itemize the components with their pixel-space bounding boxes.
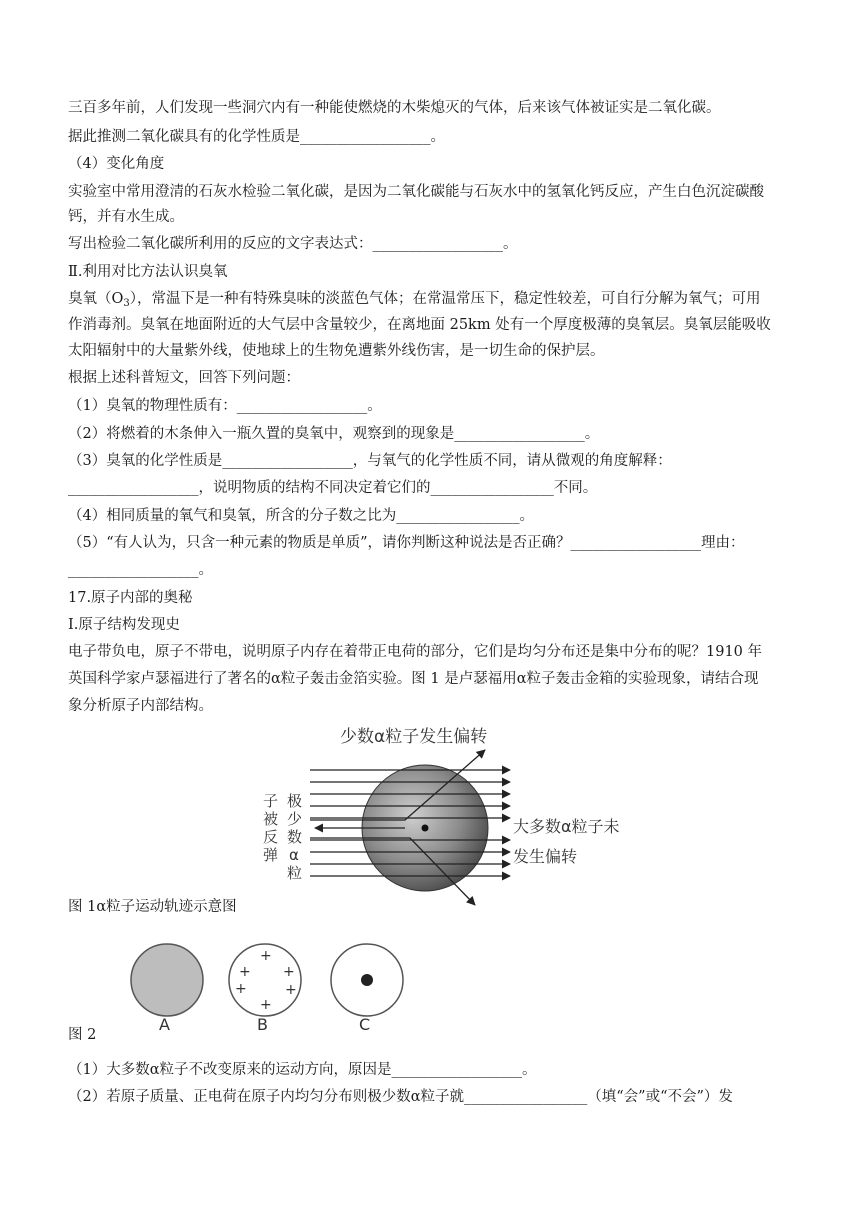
svg-text:极: 极 xyxy=(287,792,303,810)
figure-label-top: 少数α粒子发生偏转 xyxy=(340,727,488,747)
svg-text:反: 反 xyxy=(263,828,279,846)
figure-caption: 图 2 xyxy=(68,1027,97,1043)
section-heading: Ⅱ.利用对比方法认识臭氧 xyxy=(68,264,228,280)
atom-models-figure xyxy=(125,938,425,1038)
svg-text:弹: 弹 xyxy=(263,846,279,864)
svg-text:+: + xyxy=(285,982,297,998)
svg-text:+: + xyxy=(260,948,272,964)
text-line: 英国科学家卢瑟福进行了著名的α粒子轰击金箔实验。图 1 是卢瑟福用α粒子轰击金箱的实验现象，请结合现 xyxy=(68,671,759,687)
text-line: 写出检验二氧化碳所利用的反应的文字表达式：__________________。 xyxy=(68,236,518,252)
question-line: （1）大多数α粒子不改变原来的运动方向，原因是__________________。 xyxy=(68,1062,537,1078)
text-line: 作消毒剂。臭氧在地面附近的大气层中含量较少，在离地面 25km 处有一个厚度极薄的臭氧层。臭氧层能吸收 xyxy=(68,317,771,333)
nucleus xyxy=(422,825,429,832)
figure-label-right: 发生偏转 xyxy=(513,847,578,866)
question-line: （1）臭氧的物理性质有：__________________。 xyxy=(68,398,382,414)
model-b xyxy=(229,944,301,1034)
figure-label-left xyxy=(263,792,302,882)
question-line: （5）“有人认为，只含一种元素的物质是单质”，请你判断这种说法是否正确？__________________理由： xyxy=(68,535,745,551)
question-line: （2）若原子质量、正电荷在原子内均匀分布则极少数α粒子就_________________（填“会”或“不会”）发 xyxy=(68,1089,733,1105)
model-a xyxy=(131,944,203,1034)
model-c xyxy=(331,944,403,1034)
section-heading: I.原子结构发现史 xyxy=(68,617,180,633)
text-line: 象分析原子内部结构。 xyxy=(68,698,213,714)
svg-text:+: + xyxy=(239,964,251,980)
svg-text:+: + xyxy=(283,964,295,980)
svg-text:粒: 粒 xyxy=(287,864,303,882)
text-line: 钙，并有水生成。 xyxy=(68,209,184,225)
figure-label-right: 大多数α粒子未 xyxy=(513,817,620,836)
svg-text:α: α xyxy=(289,846,299,864)
text-line: 根据上述科普短文，回答下列问题： xyxy=(68,370,300,386)
text-line: 据此推测二氧化碳具有的化学性质是__________________。 xyxy=(68,129,445,145)
text-line: （4）变化角度 xyxy=(68,156,165,172)
section-heading: 17.原子内部的奥秘 xyxy=(68,590,193,606)
text-line: 臭氧$(O_3)$，常温下是一种有特殊臭味的淡蓝色气体；在常温常压下，稳定性较差，可自行分解为氧气；可用 xyxy=(68,291,761,309)
question-line: （4）相同质量的氧气和臭氧，所含的分子数之比为_________________。 xyxy=(68,508,534,524)
svg-text:被: 被 xyxy=(263,810,279,828)
question-line: （2）将燃着的木条伸入一瓶久置的臭氧中，观察到的现象是__________________。 xyxy=(68,426,600,442)
text-line: 电子带负电，原子不带电，说明原子内存在着带正电荷的部分，它们是均匀分布还是集中分布的呢？1910 年 xyxy=(68,644,763,660)
svg-text:数: 数 xyxy=(287,828,303,846)
figure-caption: 图 1α粒子运动轨迹示意图 xyxy=(68,899,237,915)
svg-text:+: + xyxy=(260,997,272,1013)
text-line: 太阳辐射中的大量紫外线，使地球上的生物免遭紫外线伤害，是一切生命的保护层。 xyxy=(68,343,605,359)
svg-text:少: 少 xyxy=(287,810,303,828)
question-line: （3）臭氧的化学性质是__________________，与氧气的化学性质不同，请从微观的角度解释： xyxy=(68,453,672,469)
svg-text:C: C xyxy=(359,1015,371,1034)
text-line: 三百多年前，人们发现一些洞穴内有一种能使燃烧的木柴熄灭的气体，后来该气体被证实是二氧化碳。 xyxy=(68,100,721,116)
svg-text:子: 子 xyxy=(263,792,279,810)
alpha-scattering-figure xyxy=(255,720,645,915)
svg-text:B: B xyxy=(257,1015,268,1034)
svg-text:A: A xyxy=(159,1015,170,1034)
text-line: 实验室中常用澄清的石灰水检验二氧化碳，是因为二氧化碳能与石灰水中的氢氧化钙反应，产生白色沉淀碳酸 xyxy=(68,184,764,200)
question-line: __________________，说明物质的结构不同决定着它们的_________________不同。 xyxy=(68,480,598,496)
question-line: __________________。 xyxy=(68,562,213,578)
svg-text:+: + xyxy=(235,981,247,997)
